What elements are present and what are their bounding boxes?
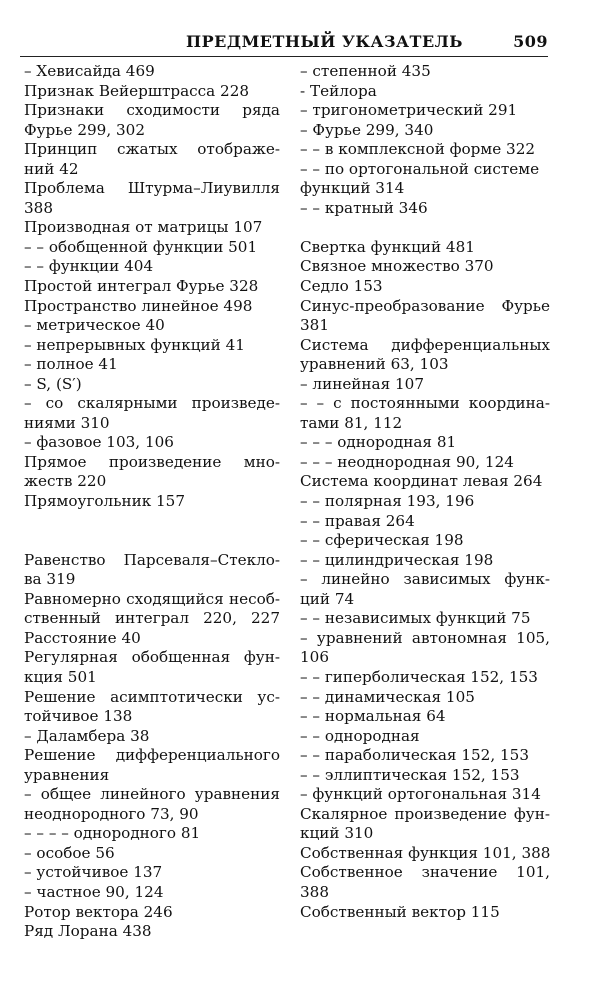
index-entry-line: – Фурье 299, 340 — [300, 120, 434, 139]
index-entry-line: Простой интеграл Фурье 328 — [24, 277, 259, 296]
index-entry-line: Свертка функций 481 — [300, 237, 475, 256]
header-rule — [20, 56, 548, 57]
index-entry-line: – со скалярными произведе- — [24, 394, 280, 413]
index-entry-line: – – в комплексной форме 322 — [300, 140, 536, 159]
index-entry-line: – – правая 264 — [300, 511, 415, 530]
index-entry-line: неоднородного 73, 90 — [24, 804, 199, 823]
index-entry-line: Равномерно сходящийся несоб- — [24, 589, 280, 608]
index-entry-line: – – – однородная 81 — [300, 433, 457, 452]
index-entry-line: – общее линейного уравнения — [24, 785, 280, 804]
index-entry-line: Производная от матрицы 107 — [24, 218, 263, 237]
index-entry-line: Собственное значение 101, — [300, 863, 550, 882]
index-entry-line: Проблема Штурма–Лиувилля — [24, 179, 280, 198]
index-entry-line: ственный интеграл 220, 227 — [24, 609, 280, 628]
index-entry-line: тами 81, 112 — [300, 413, 403, 432]
index-entry-line: – – параболическая 152, 153 — [300, 746, 529, 765]
index-entry-line: Признак Вейерштрасса 228 — [24, 81, 250, 100]
index-entry-line: – Хевисайда 469 — [24, 62, 155, 80]
index-entry-line: – – эллиптическая 152, 153 — [300, 765, 520, 784]
index-entry-line: – линейно зависимых функ- — [300, 570, 550, 589]
index-entry-line: – – с постоянными координа- — [300, 394, 550, 413]
index-entry-line: - Тейлора — [300, 81, 377, 100]
index-entry-line: Связное множество 370 — [300, 257, 494, 276]
index-entry-line: ций 74 — [300, 589, 355, 608]
index-column-left — [24, 62, 280, 942]
running-title: ПРЕДМЕТНЫЙ УКАЗАТЕЛЬ — [186, 32, 463, 51]
index-entry-line: – тригонометрический 291 — [300, 101, 518, 120]
page-number: 509 — [513, 32, 548, 51]
index-entry-line: – – – – однородного 81 — [24, 824, 201, 843]
index-entry-line: кций 310 — [300, 824, 374, 843]
index-entry-line: уравнения — [24, 765, 110, 784]
index-entry-line: – особое 56 — [24, 843, 115, 862]
index-entry-line: Собственная функция 101, 388 — [300, 843, 551, 862]
index-entry-line: Ротор вектора 246 — [24, 902, 173, 921]
index-entry-line: – – гиперболическая 152, 153 — [300, 667, 538, 686]
index-entry-line: – – сферическая 198 — [300, 531, 464, 550]
index-entry-line: Система дифференциальных — [300, 335, 550, 354]
index-entry-line: – – динамическая 105 — [300, 687, 475, 706]
index-entry-line: 106 — [300, 648, 329, 667]
index-entry-line: – уравнений автономная 105, — [300, 628, 550, 647]
index-entry-line: тойчивое 138 — [24, 707, 133, 726]
index-entry-line: – – кратный 346 — [300, 198, 428, 217]
index-entry-line: ниями 310 — [24, 413, 110, 432]
index-entry-line: Расстояние 40 — [24, 628, 141, 647]
index-entry-line: Решение асимптотически ус- — [24, 687, 280, 706]
index-entry-line: Прямоугольник 157 — [24, 492, 186, 511]
running-header — [20, 32, 548, 54]
index-entry-line: – устойчивое 137 — [24, 863, 163, 882]
index-entry-line: Ряд Лорана 438 — [24, 922, 152, 941]
index-entry-line: жеств 220 — [24, 472, 107, 491]
index-entry-line: – полное 41 — [24, 355, 118, 374]
index-entry-line: 388 — [300, 882, 329, 901]
index-entry-line: Равенство Парсеваля–Стекло- — [24, 550, 280, 569]
index-entry-line: Регулярная обобщенная фун- — [24, 648, 280, 667]
section-gap — [24, 531, 280, 551]
index-entry-line: ний 42 — [24, 159, 79, 178]
index-entry-line: 388 — [24, 198, 53, 217]
index-entry-line: Фурье 299, 302 — [24, 120, 145, 139]
index-entry-line: – – независимых функций 75 — [300, 609, 531, 628]
index-entry-line: – – цилиндрическая 198 — [300, 550, 494, 569]
index-entry-line: Система координат левая 264 — [300, 472, 543, 491]
index-entry-line: – S, (S′) — [24, 374, 82, 393]
index-entry-line: ва 319 — [24, 570, 76, 589]
index-entry-line: Прямое произведение мно- — [24, 452, 280, 471]
index-entry-line: – степенной 435 — [300, 62, 431, 80]
index-entry-line: – Даламбера 38 — [24, 726, 150, 745]
index-entry-line: – – функции 404 — [24, 257, 154, 276]
index-entry-line: 381 — [300, 316, 329, 335]
index-entry-line: – фазовое 103, 106 — [24, 433, 174, 452]
index-entry-line: – непрерывных функций 41 — [24, 335, 245, 354]
index-entry-line: – линейная 107 — [300, 374, 424, 393]
index-entry-line: Скалярное произведение фун- — [300, 804, 550, 823]
index-entry-line: – – нормальная 64 — [300, 707, 446, 726]
index-entry-line: функций 314 — [300, 179, 405, 198]
section-gap — [300, 218, 550, 238]
index-entry-line: Собственный вектор 115 — [300, 902, 500, 921]
index-entry-line: Пространство линейное 498 — [24, 296, 253, 315]
index-entry-line: Синус-преобразование Фурье — [300, 296, 550, 315]
index-entry-line: кция 501 — [24, 667, 97, 686]
index-entry-line: Седло 153 — [300, 277, 383, 296]
index-entry-line: Признаки сходимости ряда — [24, 101, 280, 120]
section-gap — [24, 512, 280, 532]
index-entry-line: – – полярная 193, 196 — [300, 492, 475, 511]
index-entry-line: – – – неоднородная 90, 124 — [300, 452, 514, 471]
index-entry-line: – – обобщенной функции 501 — [24, 237, 258, 256]
index-entry-line: – функций ортогональная 314 — [300, 785, 541, 804]
index-column-right — [300, 62, 550, 922]
index-entry-line: – частное 90, 124 — [24, 882, 164, 901]
index-entry-line: Принцип сжатых отображе- — [24, 140, 280, 159]
index-entry-line: – метрическое 40 — [24, 316, 165, 335]
index-entry-line: – – по ортогональной системе — [300, 159, 540, 178]
index-entry-line: Решение дифференциального — [24, 746, 280, 765]
index-entry-line: уравнений 63, 103 — [300, 355, 449, 374]
index-entry-line: – – однородная — [300, 726, 420, 745]
